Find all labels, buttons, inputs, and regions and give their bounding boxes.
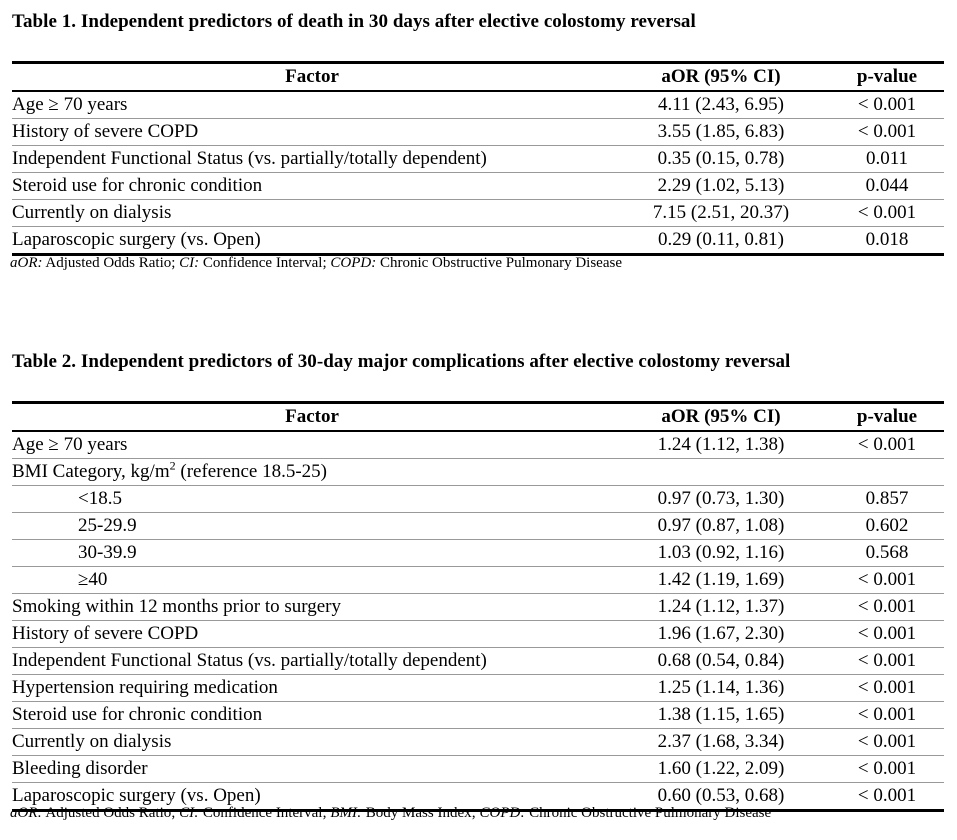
pvalue-cell: < 0.001	[830, 200, 944, 227]
table-row	[12, 702, 944, 729]
factor-cell: Independent Functional Status (vs. partially/totally dependent)	[12, 648, 612, 675]
footnote-abbr: COPD:	[479, 805, 526, 821]
footnote-text: Confidence Interval;	[199, 805, 331, 821]
table1	[12, 61, 944, 256]
table-row	[12, 119, 944, 146]
pvalue-cell: < 0.001	[830, 91, 944, 119]
factor-cell: Hypertension requiring medication	[12, 675, 612, 702]
aor-cell: 7.15 (2.51, 20.37)	[612, 200, 830, 227]
bmi-category-label	[12, 459, 612, 486]
aor-cell: 2.29 (1.02, 5.13)	[612, 173, 830, 200]
pvalue-cell: 0.602	[830, 513, 944, 540]
aor-cell: 0.68 (0.54, 0.84)	[612, 648, 830, 675]
aor-cell: 1.24 (1.12, 1.37)	[612, 594, 830, 621]
pvalue-cell: < 0.001	[830, 783, 944, 811]
aor-cell: 1.42 (1.19, 1.69)	[612, 567, 830, 594]
factor-cell: Laparoscopic surgery (vs. Open)	[12, 783, 612, 811]
footnote-text: Chronic Obstructive Pulmonary Disease	[525, 805, 772, 821]
aor-cell: 1.25 (1.14, 1.36)	[612, 675, 830, 702]
factor-cell: Age ≥ 70 years	[12, 431, 612, 459]
bmi-label-superscript: 2	[169, 458, 176, 473]
table-row	[12, 486, 944, 513]
aor-cell: 3.55 (1.85, 6.83)	[612, 119, 830, 146]
bmi-label-reference: (reference 18.5-25)	[175, 461, 328, 482]
table2-header-row	[12, 403, 944, 432]
table-row	[12, 648, 944, 675]
factor-cell: Bleeding disorder	[12, 756, 612, 783]
table2	[12, 401, 944, 812]
aor-cell: 2.37 (1.68, 3.34)	[612, 729, 830, 756]
table-row	[12, 756, 944, 783]
footnote-text: Adjusted Odds Ratio;	[42, 805, 180, 821]
table2-header-pvalue: p-value	[830, 403, 944, 432]
aor-cell-empty	[612, 459, 830, 486]
table-row	[12, 594, 944, 621]
footnote-abbr: aOR:	[10, 255, 43, 271]
table-row	[12, 513, 944, 540]
aor-cell: 0.60 (0.53, 0.68)	[612, 783, 830, 811]
table-row	[12, 227, 944, 255]
pvalue-cell: < 0.001	[830, 594, 944, 621]
table2-footnote	[10, 805, 771, 822]
aor-cell: 0.97 (0.87, 1.08)	[612, 513, 830, 540]
pvalue-cell: < 0.001	[830, 648, 944, 675]
pvalue-cell: < 0.001	[830, 756, 944, 783]
table1-footnote	[10, 255, 622, 272]
table-row	[12, 540, 944, 567]
table-row	[12, 146, 944, 173]
footnote-text: Confidence Interval;	[199, 255, 331, 271]
factor-cell: Smoking within 12 months prior to surgery	[12, 594, 612, 621]
pvalue-cell: 0.011	[830, 146, 944, 173]
aor-cell: 1.24 (1.12, 1.38)	[612, 431, 830, 459]
table-row	[12, 91, 944, 119]
pvalue-cell: 0.857	[830, 486, 944, 513]
pvalue-cell: < 0.001	[830, 675, 944, 702]
pvalue-cell: < 0.001	[830, 567, 944, 594]
pvalue-cell: 0.568	[830, 540, 944, 567]
factor-cell: ≥40	[12, 567, 612, 594]
table-row	[12, 173, 944, 200]
table2-caption: Table 2. Independent predictors of 30-day major complications after elective colostomy reversal	[12, 351, 791, 372]
aor-cell: 0.35 (0.15, 0.78)	[612, 146, 830, 173]
pvalue-cell: < 0.001	[830, 119, 944, 146]
aor-cell: 4.11 (2.43, 6.95)	[612, 91, 830, 119]
aor-cell: 0.97 (0.73, 1.30)	[612, 486, 830, 513]
table1-header-row	[12, 63, 944, 92]
footnote-abbr: BMI:	[330, 805, 363, 821]
table1-caption: Table 1. Independent predictors of death in 30 days after elective colostomy reversal	[12, 11, 696, 32]
table-row	[12, 729, 944, 756]
footnote-abbr: CI:	[179, 805, 200, 821]
table2-header-aor: aOR (95% CI)	[612, 403, 830, 432]
footnote-text: Chronic Obstructive Pulmonary Disease	[376, 255, 622, 271]
factor-cell: Currently on dialysis	[12, 729, 612, 756]
pvalue-cell: < 0.001	[830, 621, 944, 648]
table1-header-pvalue: p-value	[830, 63, 944, 92]
table-row	[12, 675, 944, 702]
pvalue-cell: < 0.001	[830, 702, 944, 729]
footnote-abbr: COPD:	[330, 255, 377, 271]
aor-cell: 1.96 (1.67, 2.30)	[612, 621, 830, 648]
footnote-text: Adjusted Odds Ratio;	[42, 255, 180, 271]
factor-cell: Independent Functional Status (vs. partially/totally dependent)	[12, 146, 612, 173]
aor-cell: 0.29 (0.11, 0.81)	[612, 227, 830, 255]
table-row	[12, 431, 944, 459]
factor-cell: Steroid use for chronic condition	[12, 173, 612, 200]
table-row	[12, 567, 944, 594]
footnote-abbr: aOR:	[10, 805, 43, 821]
table-row	[12, 621, 944, 648]
footnote-text: Body Mass Index;	[362, 805, 480, 821]
aor-cell: 1.38 (1.15, 1.65)	[612, 702, 830, 729]
pvalue-cell: 0.044	[830, 173, 944, 200]
factor-cell: Laparoscopic surgery (vs. Open)	[12, 227, 612, 255]
aor-cell: 1.03 (0.92, 1.16)	[612, 540, 830, 567]
factor-cell: History of severe COPD	[12, 621, 612, 648]
factor-cell: History of severe COPD	[12, 119, 612, 146]
factor-cell: 30-39.9	[12, 540, 612, 567]
bmi-label-text: BMI Category, kg/m	[12, 461, 170, 482]
pvalue-cell: < 0.001	[830, 729, 944, 756]
footnote-abbr: CI:	[179, 255, 200, 271]
factor-cell: <18.5	[12, 486, 612, 513]
table-row-bmi-category	[12, 459, 944, 486]
factor-cell: Steroid use for chronic condition	[12, 702, 612, 729]
table-row	[12, 200, 944, 227]
pvalue-cell: 0.018	[830, 227, 944, 255]
aor-cell: 1.60 (1.22, 2.09)	[612, 756, 830, 783]
table1-header-aor: aOR (95% CI)	[612, 63, 830, 92]
pvalue-cell: < 0.001	[830, 431, 944, 459]
factor-cell: Age ≥ 70 years	[12, 91, 612, 119]
table2-header-factor: Factor	[12, 403, 612, 432]
factor-cell: 25-29.9	[12, 513, 612, 540]
pvalue-cell-empty	[830, 459, 944, 486]
factor-cell: Currently on dialysis	[12, 200, 612, 227]
table1-header-factor: Factor	[12, 63, 612, 92]
